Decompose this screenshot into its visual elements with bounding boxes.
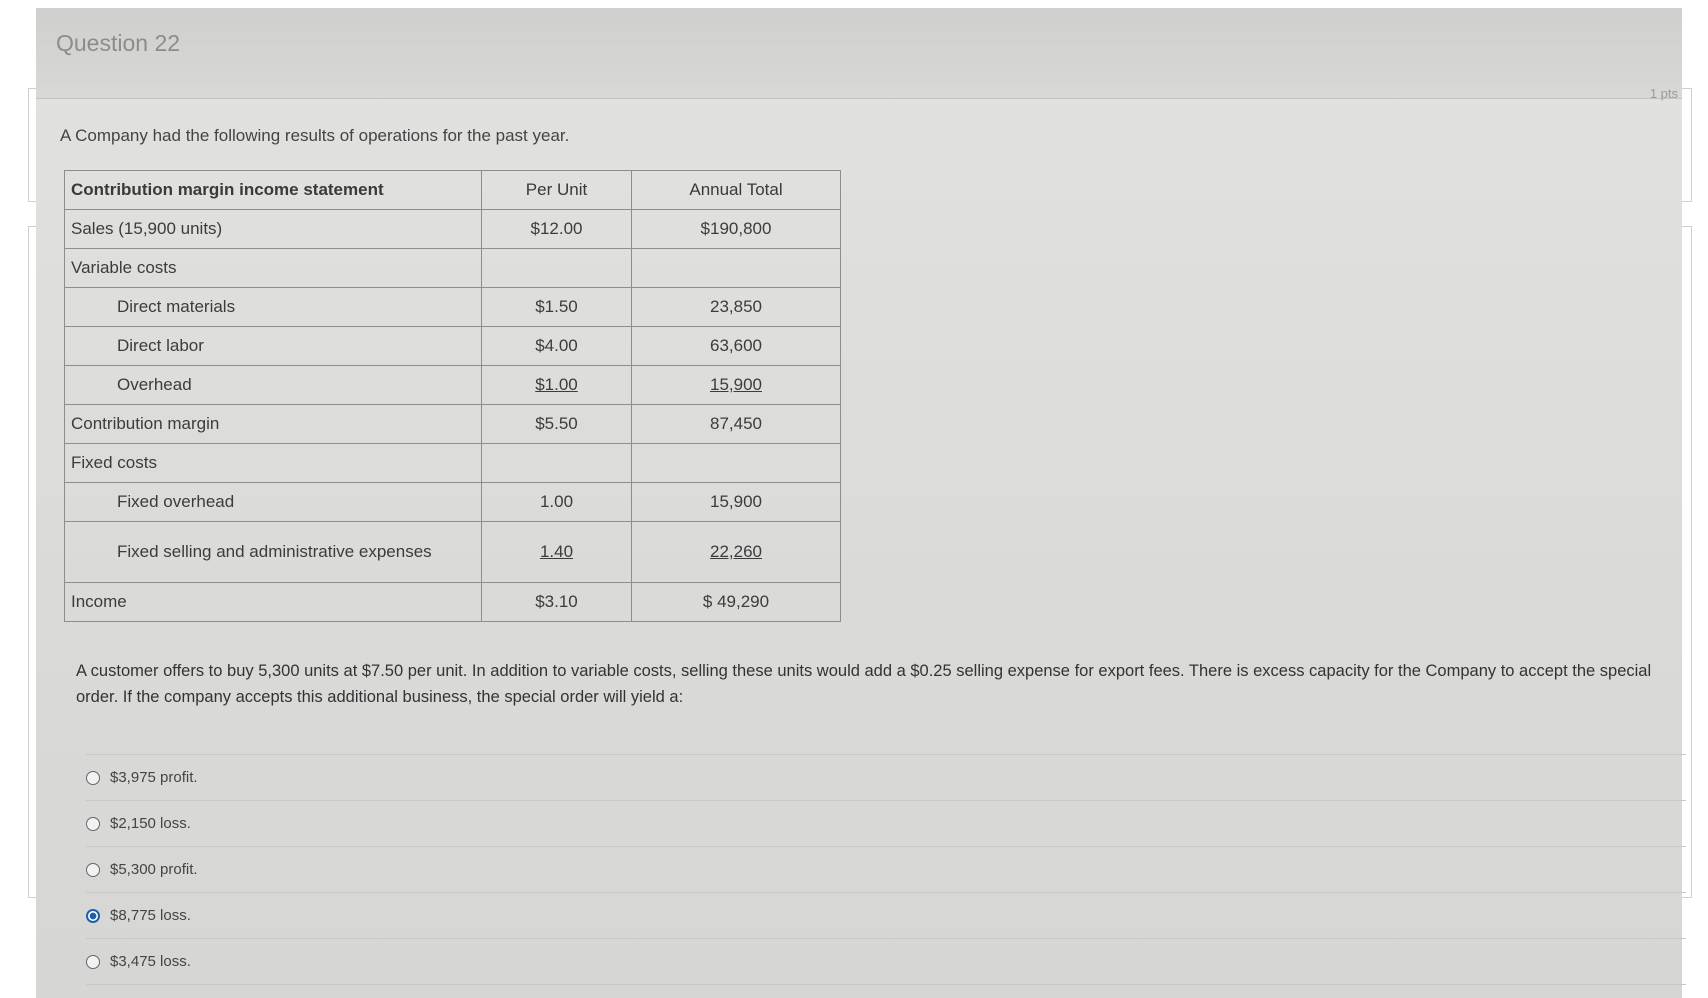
question-panel [36,8,1682,998]
header-statement: Contribution margin income statement [65,171,482,210]
row-annual-total: 15,900 [632,483,841,522]
row-label: Income [65,583,482,622]
table-row [65,522,841,583]
row-annual-total: 23,850 [632,288,841,327]
answer-option[interactable] [86,801,1686,847]
row-per-unit: 1.40 [539,542,574,561]
row-annual-total [632,249,841,288]
table-row [65,210,841,249]
table-row [65,583,841,622]
row-label: Fixed overhead [65,483,482,522]
radio-button-selected[interactable] [86,909,100,923]
page-frame-right [1681,88,1692,202]
row-label: Variable costs [65,249,482,288]
row-label: Overhead [65,366,482,405]
row-label: Direct labor [65,327,482,366]
answer-label: $3,475 loss. [110,953,191,970]
row-per-unit: $12.00 [482,210,632,249]
answer-label: $3,975 profit. [110,769,198,786]
table-row [65,288,841,327]
row-per-unit: $4.00 [482,327,632,366]
row-label: Direct materials [65,288,482,327]
question-header [36,8,1682,99]
income-statement-table [64,170,841,622]
row-annual-total: $190,800 [632,210,841,249]
row-annual-total: 22,260 [710,542,762,561]
row-label: Contribution margin [65,405,482,444]
row-per-unit: $5.50 [482,405,632,444]
row-label: Fixed selling and administrative expenses [65,522,482,583]
row-per-unit [482,249,632,288]
radio-button[interactable] [86,863,100,877]
table-row [65,327,841,366]
table-row [65,405,841,444]
row-per-unit [482,444,632,483]
table-row [65,249,841,288]
row-annual-total: 15,900 [710,375,762,394]
question-intro: A Company had the following results of operations for the past year. [60,126,570,145]
answer-options [86,754,1686,985]
table-row [65,366,841,405]
row-annual-total [632,444,841,483]
row-annual-total: 63,600 [632,327,841,366]
row-per-unit: 1.00 [482,483,632,522]
table-row [65,483,841,522]
table-header-row [65,171,841,210]
row-per-unit: $1.50 [482,288,632,327]
row-per-unit: $3.10 [482,583,632,622]
answer-option[interactable] [86,754,1686,801]
answer-label: $8,775 loss. [110,907,191,924]
row-label: Fixed costs [65,444,482,483]
question-text: A customer offers to buy 5,300 units at $7.50 per unit. In addition to variable costs, selling these units would add a $0.25 selling expense for export fees. There is excess capacity for the Company to accept the special order. If the company accepts this additional business, the special order will yield a: [76,662,1652,706]
answer-option[interactable] [86,893,1686,939]
question-title: Question 22 [56,30,181,56]
row-annual-total: $ 49,290 [632,583,841,622]
header-annual-total: Annual Total [632,171,841,210]
row-annual-total: 87,450 [632,405,841,444]
answer-option[interactable] [86,939,1686,985]
radio-button[interactable] [86,817,100,831]
table-row [65,444,841,483]
header-per-unit: Per Unit [482,171,632,210]
answer-label: $5,300 profit. [110,861,198,878]
radio-button[interactable] [86,955,100,969]
row-label: Sales (15,900 units) [65,210,482,249]
answer-label: $2,150 loss. [110,815,191,832]
question-points: 1 pts [1649,86,1678,101]
radio-button[interactable] [86,771,100,785]
row-per-unit: $1.00 [535,375,578,394]
answer-option[interactable] [86,847,1686,893]
